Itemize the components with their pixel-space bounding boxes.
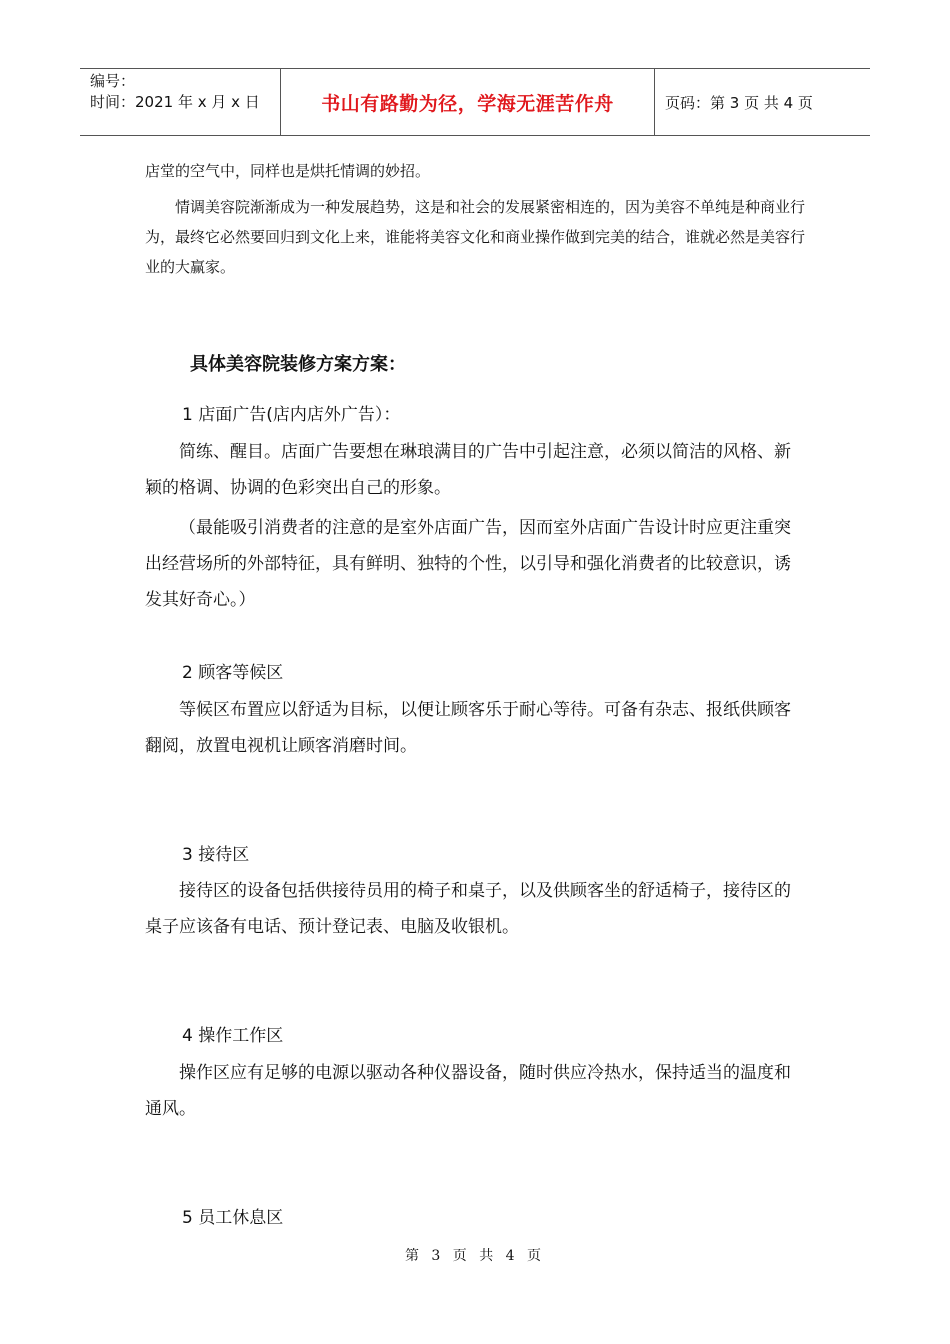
section-4-title: 4 操作工作区 — [182, 1026, 284, 1046]
header-motto: 书山有路勤为径，学海无涯苦作舟 — [281, 69, 655, 135]
header-page-info: 页码：第 3 页 共 4 页 — [665, 93, 813, 112]
intro-paragraph: 情调美容院渐渐成为一种发展趋势，这是和社会的发展紧密相连的，因为美容不单纯是种商业行为，最终它必然要回归到文化上来，谁能将美容文化和商业操作做到完美的结合，谁就必然是美容行业的大赢家。 — [145, 198, 806, 276]
section-heading: 具体美容院装修方案方案： — [190, 354, 406, 375]
section-1-body — [145, 434, 805, 618]
header-number: 编号： — [90, 72, 136, 90]
section-2-body — [145, 692, 805, 764]
section-1-paragraph-1: 简练、醒目。店面广告要想在琳琅满目的广告中引起注意，必须以简洁的风格、新颖的格调、协调的色彩突出自己的形象。 — [145, 442, 791, 498]
section-2-paragraph: 等候区布置应以舒适为目标，以便让顾客乐于耐心等待。可备有杂志、报纸供顾客翻阅，放置电视机让顾客消磨时间。 — [145, 700, 791, 756]
section-3-title: 3 接待区 — [182, 845, 250, 865]
section-4-paragraph: 操作区应有足够的电源以驱动各种仪器设备，随时供应冷热水，保持适当的温度和通风。 — [145, 1063, 791, 1119]
intro-line: 店堂的空气中，同样也是烘托情调的妙招。 — [145, 162, 431, 180]
intro-block — [145, 156, 805, 282]
header-time: 时间：2021 年 x 月 x 日 — [90, 93, 260, 111]
section-5-title: 5 员工休息区 — [182, 1208, 284, 1228]
header-meta — [80, 69, 281, 135]
page-footer: 第 3 页 共 4 页 — [404, 1248, 546, 1264]
section-3-paragraph: 接待区的设备包括供接待员用的椅子和桌子，以及供顾客坐的舒适椅子，接待区的桌子应该备有电话、预计登记表、电脑及收银机。 — [145, 881, 791, 937]
section-1-title: 1 店面广告(店内店外广告）： — [182, 405, 401, 425]
section-3-body — [145, 873, 805, 945]
section-2-title: 2 顾客等候区 — [182, 663, 284, 683]
section-1-paragraph-2: （最能吸引消费者的注意的是室外店面广告，因而室外店面广告设计时应更注重突出经营场所的外部特征，具有鲜明、独特的个性，以引导和强化消费者的比较意识，诱发其好奇心。） — [145, 518, 791, 610]
page-header — [80, 68, 870, 136]
section-4-body — [145, 1055, 805, 1127]
